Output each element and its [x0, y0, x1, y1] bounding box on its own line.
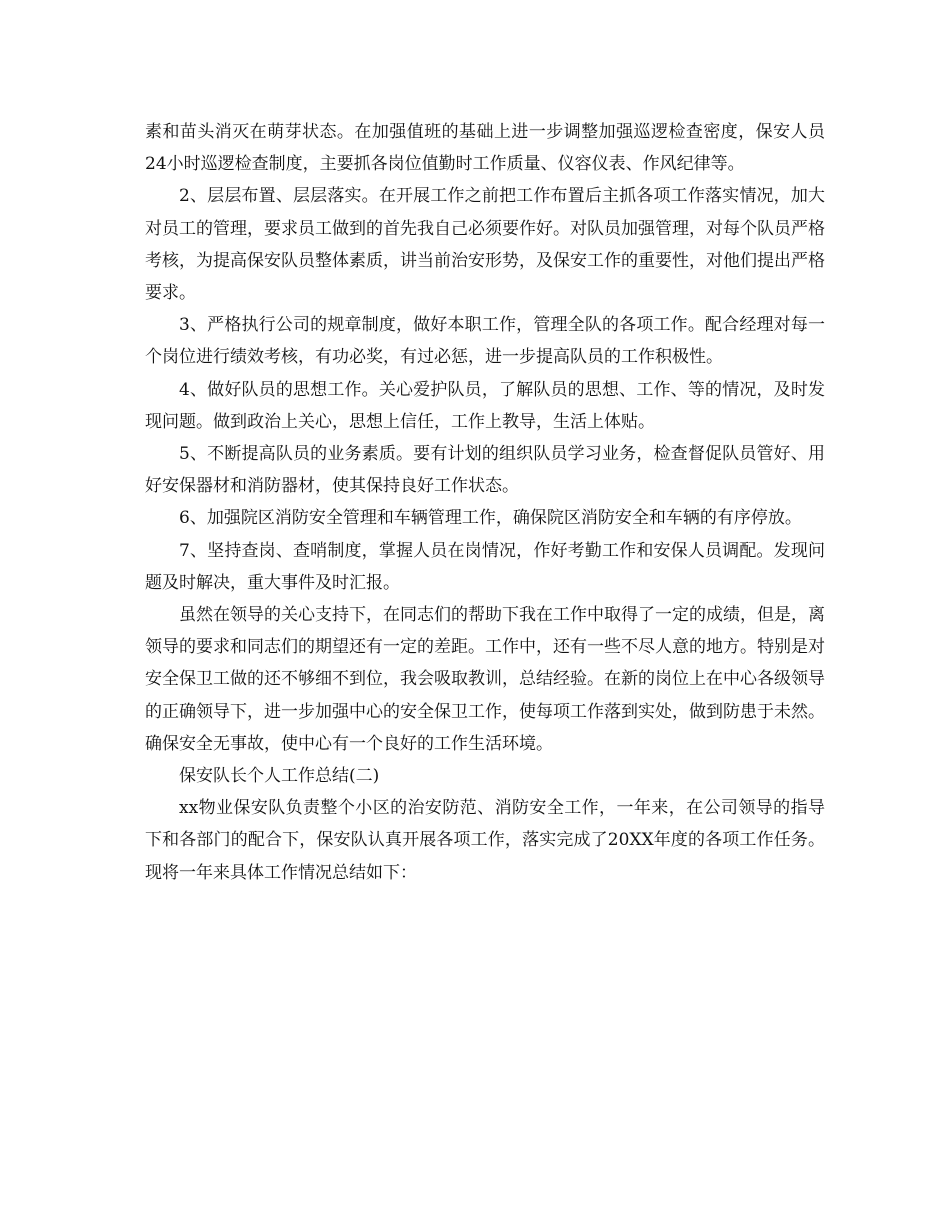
paragraph-conclusion: 虽然在领导的关心支持下，在同志们的帮助下我在工作中取得了一定的成绩，但是，离领导的要求和同志们的期望还有一定的差距。工作中，还有一些不尽人意的地方。特别是对安全保卫工做的还不够细不到位，我会吸取教训，总结经验。在新的岗位上在中心各级领导的正确领导下，进一步加强中心的安全保卫工作，使每项工作落到实处，做到防患于未然。确保安全无事故，使中心有一个良好的工作生活环境。	[145, 605, 825, 754]
paragraph-intro: xx物业保安队负责整个小区的治安防范、消防安全工作，一年来，在公司领导的指导下和各部门的配合下，保安队认真开展各项工作，落实完成了20XX年度的各项工作任务。现将一年来具体工作情况总结如下：	[145, 798, 825, 883]
paragraph-item-5: 5、不断提高队员的业务素质。要有计划的组织队员学习业务，检查督促队员管好、用好安保器材和消防器材，使其保持良好工作状态。	[145, 444, 825, 497]
section-heading: 保安队长个人工作总结(二)	[179, 766, 380, 787]
paragraph-item-4: 4、做好队员的思想工作。关心爱护队员，了解队员的思想、工作、等的情况，及时发现问题。做到政治上关心，思想上信任，工作上教导，生活上体贴。	[145, 379, 825, 432]
document-body	[145, 116, 825, 889]
paragraph-item-7: 7、坚持查岗、查哨制度，掌握人员在岗情况，作好考勤工作和安保人员调配。发现问题及时解决，重大事件及时汇报。	[145, 540, 825, 593]
paragraph-continuation: 素和苗头消灭在萌芽状态。在加强值班的基础上进一步调整加强巡逻检查密度，保安人员24小时巡逻检查制度，主要抓各岗位值勤时工作质量、仪容仪表、作风纪律等。	[145, 122, 825, 175]
paragraph-item-6: 6、加强院区消防安全管理和车辆管理工作，确保院区消防安全和车辆的有序停放。	[179, 508, 802, 529]
paragraph-item-3: 3、严格执行公司的规章制度，做好本职工作，管理全队的各项工作。配合经理对每一个岗位进行绩效考核，有功必奖，有过必惩，进一步提高队员的工作积极性。	[145, 315, 825, 368]
paragraph-item-2: 2、层层布置、层层落实。在开展工作之前把工作布置后主抓各项工作落实情况，加大对员工的管理，要求员工做到的首先我自己必须要作好。对队员加强管理，对每个队员严格考核，为提高保安队员整体素质，讲当前治安形势，及保安工作的重要性，对他们提出严格要求。	[145, 186, 825, 304]
